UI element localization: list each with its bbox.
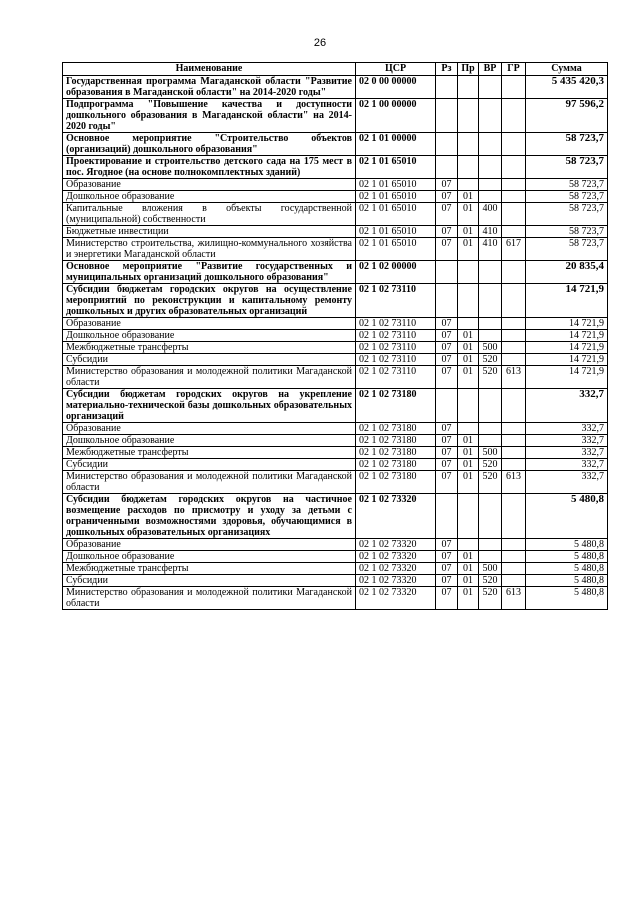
cell-gr [502, 423, 526, 435]
cell-gr [502, 99, 526, 133]
cell-gr [502, 551, 526, 563]
table-row [63, 261, 608, 284]
cell-pr: 01 [458, 366, 479, 389]
cell-sum: 332,7 [526, 423, 608, 435]
header-gr: ГР [502, 63, 526, 76]
cell-sum: 332,7 [526, 471, 608, 494]
cell-sum: 332,7 [526, 435, 608, 447]
cell-rz: 07 [436, 551, 458, 563]
cell-rz: 07 [436, 539, 458, 551]
cell-rz: 07 [436, 354, 458, 366]
cell-gr [502, 539, 526, 551]
cell-vr: 410 [479, 226, 502, 238]
cell-csr: 02 0 00 00000 [356, 76, 436, 99]
cell-rz: 07 [436, 563, 458, 575]
budget-table [62, 62, 608, 610]
cell-gr: 613 [502, 366, 526, 389]
cell-sum: 58 723,7 [526, 133, 608, 156]
table-row [63, 99, 608, 133]
cell-gr [502, 76, 526, 99]
cell-csr: 02 1 02 73110 [356, 354, 436, 366]
cell-vr: 520 [479, 354, 502, 366]
cell-gr: 613 [502, 587, 526, 610]
cell-name: Субсидии [63, 459, 356, 471]
cell-name: Подпрограмма "Повышение качества и доступности дошкольного образования в Магаданской области" на 2014-2020 годы" [63, 99, 356, 133]
cell-sum: 14 721,9 [526, 366, 608, 389]
cell-pr [458, 284, 479, 318]
cell-vr [479, 494, 502, 539]
cell-pr: 01 [458, 551, 479, 563]
cell-pr: 01 [458, 191, 479, 203]
cell-vr: 520 [479, 587, 502, 610]
cell-name: Капитальные вложения в объекты государственной (муниципальной) собственности [63, 203, 356, 226]
table-row [63, 238, 608, 261]
cell-rz [436, 284, 458, 318]
cell-rz: 07 [436, 330, 458, 342]
cell-sum: 58 723,7 [526, 238, 608, 261]
cell-rz: 07 [436, 575, 458, 587]
cell-csr: 02 1 01 65010 [356, 226, 436, 238]
cell-rz: 07 [436, 459, 458, 471]
cell-gr: 617 [502, 238, 526, 261]
table-row [63, 587, 608, 610]
cell-sum: 5 480,8 [526, 587, 608, 610]
cell-csr: 02 1 02 73320 [356, 575, 436, 587]
table-row [63, 494, 608, 539]
cell-sum: 58 723,7 [526, 203, 608, 226]
cell-name: Образование [63, 423, 356, 435]
table-header-row [63, 63, 608, 76]
cell-vr [479, 423, 502, 435]
cell-sum: 332,7 [526, 459, 608, 471]
cell-vr [479, 284, 502, 318]
cell-vr [479, 191, 502, 203]
header-name: Наименование [63, 63, 356, 76]
cell-rz [436, 156, 458, 179]
table-row [63, 133, 608, 156]
table-row [63, 330, 608, 342]
cell-name: Субсидии бюджетам городских округов на частичное возмещение расходов по присмотру и уходу за детьми с ограниченными возможностями здоровья, обучающимися в дошкольных образовательных организациях [63, 494, 356, 539]
cell-sum: 97 596,2 [526, 99, 608, 133]
table-row [63, 342, 608, 354]
cell-rz: 07 [436, 366, 458, 389]
cell-pr: 01 [458, 447, 479, 459]
cell-pr: 01 [458, 459, 479, 471]
table-body [63, 76, 608, 610]
cell-pr: 01 [458, 226, 479, 238]
cell-csr: 02 1 02 73110 [356, 330, 436, 342]
cell-sum: 58 723,7 [526, 179, 608, 191]
table-row [63, 366, 608, 389]
cell-sum: 14 721,9 [526, 284, 608, 318]
table-row [63, 284, 608, 318]
cell-sum: 5 480,8 [526, 539, 608, 551]
cell-name: Министерство образования и молодежной политики Магаданской области [63, 366, 356, 389]
cell-sum: 58 723,7 [526, 191, 608, 203]
cell-csr: 02 1 02 73180 [356, 423, 436, 435]
cell-rz [436, 133, 458, 156]
cell-vr [479, 435, 502, 447]
cell-pr: 01 [458, 435, 479, 447]
cell-csr: 02 1 02 73110 [356, 284, 436, 318]
cell-pr: 01 [458, 575, 479, 587]
cell-rz: 07 [436, 203, 458, 226]
cell-vr [479, 133, 502, 156]
cell-sum: 14 721,9 [526, 354, 608, 366]
cell-sum: 14 721,9 [526, 330, 608, 342]
table-row [63, 203, 608, 226]
cell-rz: 07 [436, 342, 458, 354]
cell-rz: 07 [436, 447, 458, 459]
cell-name: Субсидии бюджетам городских округов на осуществление мероприятий по реконструкции и капитальному ремонту дошкольных и других образовательных организаций [63, 284, 356, 318]
cell-rz [436, 389, 458, 423]
cell-csr: 02 1 01 65010 [356, 179, 436, 191]
cell-sum: 5 480,8 [526, 551, 608, 563]
cell-pr: 01 [458, 330, 479, 342]
table-row [63, 179, 608, 191]
cell-name: Межбюджетные трансферты [63, 563, 356, 575]
cell-vr [479, 389, 502, 423]
cell-rz [436, 261, 458, 284]
cell-name: Образование [63, 318, 356, 330]
cell-name: Проектирование и строительство детского сада на 175 мест в пос. Ягодное (на основе полнокомплектных зданий) [63, 156, 356, 179]
cell-gr [502, 191, 526, 203]
cell-name: Субсидии [63, 354, 356, 366]
cell-pr: 01 [458, 587, 479, 610]
cell-name: Основное мероприятие "Строительство объектов (организаций) дошкольного образования" [63, 133, 356, 156]
cell-name: Бюджетные инвестиции [63, 226, 356, 238]
cell-gr [502, 318, 526, 330]
cell-gr [502, 342, 526, 354]
table-row [63, 563, 608, 575]
cell-gr [502, 226, 526, 238]
cell-name: Министерство строительства, жилищно-коммунального хозяйства и энергетики Магаданской области [63, 238, 356, 261]
cell-rz: 07 [436, 226, 458, 238]
cell-name: Образование [63, 179, 356, 191]
table-row [63, 539, 608, 551]
cell-rz: 07 [436, 423, 458, 435]
cell-gr [502, 459, 526, 471]
cell-rz [436, 494, 458, 539]
cell-name: Межбюджетные трансферты [63, 342, 356, 354]
cell-rz: 07 [436, 191, 458, 203]
cell-gr [502, 284, 526, 318]
cell-csr: 02 1 02 73180 [356, 471, 436, 494]
cell-rz: 07 [436, 318, 458, 330]
cell-sum: 5 480,8 [526, 563, 608, 575]
cell-name: Дошкольное образование [63, 330, 356, 342]
header-rz: Рз [436, 63, 458, 76]
cell-pr: 01 [458, 471, 479, 494]
table-row [63, 447, 608, 459]
cell-name: Межбюджетные трансферты [63, 447, 356, 459]
cell-sum: 14 721,9 [526, 318, 608, 330]
cell-csr: 02 1 02 00000 [356, 261, 436, 284]
cell-name: Основное мероприятие "Развитие государственных и муниципальных организаций дошкольного образования" [63, 261, 356, 284]
cell-csr: 02 1 00 00000 [356, 99, 436, 133]
cell-vr [479, 318, 502, 330]
cell-csr: 02 1 02 73320 [356, 587, 436, 610]
table-row [63, 575, 608, 587]
cell-name: Дошкольное образование [63, 191, 356, 203]
cell-pr: 01 [458, 563, 479, 575]
cell-pr [458, 389, 479, 423]
cell-sum: 5 480,8 [526, 494, 608, 539]
cell-pr [458, 156, 479, 179]
cell-gr [502, 435, 526, 447]
cell-gr [502, 575, 526, 587]
cell-csr: 02 1 02 73110 [356, 342, 436, 354]
cell-csr: 02 1 01 65010 [356, 203, 436, 226]
cell-pr [458, 133, 479, 156]
cell-vr: 520 [479, 471, 502, 494]
cell-csr: 02 1 02 73320 [356, 494, 436, 539]
cell-vr: 520 [479, 459, 502, 471]
cell-csr: 02 1 02 73180 [356, 389, 436, 423]
cell-vr [479, 261, 502, 284]
cell-csr: 02 1 01 65010 [356, 156, 436, 179]
cell-vr [479, 539, 502, 551]
cell-csr: 02 1 01 65010 [356, 238, 436, 261]
header-pr: Пр [458, 63, 479, 76]
cell-gr [502, 133, 526, 156]
cell-gr: 613 [502, 471, 526, 494]
cell-csr: 02 1 02 73110 [356, 366, 436, 389]
cell-pr [458, 539, 479, 551]
cell-pr [458, 179, 479, 191]
cell-vr: 500 [479, 342, 502, 354]
cell-csr: 02 1 02 73180 [356, 459, 436, 471]
cell-sum: 14 721,9 [526, 342, 608, 354]
cell-csr: 02 1 02 73320 [356, 551, 436, 563]
cell-rz: 07 [436, 179, 458, 191]
cell-vr [479, 156, 502, 179]
header-sum: Сумма [526, 63, 608, 76]
cell-pr [458, 261, 479, 284]
cell-gr [502, 494, 526, 539]
cell-gr [502, 261, 526, 284]
cell-csr: 02 1 02 73180 [356, 435, 436, 447]
cell-pr: 01 [458, 354, 479, 366]
table-row [63, 389, 608, 423]
cell-vr: 500 [479, 447, 502, 459]
cell-rz: 07 [436, 238, 458, 261]
table-row [63, 423, 608, 435]
table-row [63, 318, 608, 330]
table-row [63, 354, 608, 366]
table-row [63, 76, 608, 99]
table-row [63, 191, 608, 203]
cell-rz [436, 76, 458, 99]
cell-csr: 02 1 02 73320 [356, 539, 436, 551]
cell-csr: 02 1 02 73180 [356, 447, 436, 459]
cell-csr: 02 1 02 73110 [356, 318, 436, 330]
cell-vr: 410 [479, 238, 502, 261]
cell-vr: 400 [479, 203, 502, 226]
header-vr: ВР [479, 63, 502, 76]
cell-gr [502, 354, 526, 366]
cell-pr: 01 [458, 203, 479, 226]
table-row [63, 471, 608, 494]
cell-sum: 58 723,7 [526, 156, 608, 179]
table-row [63, 551, 608, 563]
cell-name: Министерство образования и молодежной политики Магаданской области [63, 587, 356, 610]
cell-rz [436, 99, 458, 133]
cell-name: Государственная программа Магаданской области "Развитие образования в Магаданской области" на 2014-2020 годы" [63, 76, 356, 99]
cell-sum: 5 435 420,3 [526, 76, 608, 99]
cell-sum: 20 835,4 [526, 261, 608, 284]
cell-csr: 02 1 02 73320 [356, 563, 436, 575]
cell-pr [458, 318, 479, 330]
cell-gr [502, 203, 526, 226]
cell-vr [479, 76, 502, 99]
cell-name: Субсидии бюджетам городских округов на укрепление материально-технической базы дошкольных образовательных организаций [63, 389, 356, 423]
cell-vr [479, 551, 502, 563]
cell-pr [458, 76, 479, 99]
table-row [63, 435, 608, 447]
cell-gr [502, 179, 526, 191]
cell-gr [502, 563, 526, 575]
cell-vr: 500 [479, 563, 502, 575]
cell-rz: 07 [436, 471, 458, 494]
cell-name: Министерство образования и молодежной политики Магаданской области [63, 471, 356, 494]
cell-sum: 332,7 [526, 389, 608, 423]
cell-csr: 02 1 01 65010 [356, 191, 436, 203]
cell-rz: 07 [436, 435, 458, 447]
cell-name: Дошкольное образование [63, 551, 356, 563]
header-csr: ЦСР [356, 63, 436, 76]
cell-vr: 520 [479, 575, 502, 587]
cell-csr: 02 1 01 00000 [356, 133, 436, 156]
cell-gr [502, 156, 526, 179]
cell-name: Субсидии [63, 575, 356, 587]
cell-pr [458, 494, 479, 539]
cell-name: Дошкольное образование [63, 435, 356, 447]
cell-vr [479, 330, 502, 342]
table-row [63, 459, 608, 471]
page-number: 26 [313, 37, 327, 49]
cell-gr [502, 389, 526, 423]
cell-gr [502, 330, 526, 342]
cell-rz: 07 [436, 587, 458, 610]
cell-pr: 01 [458, 238, 479, 261]
table-row [63, 226, 608, 238]
cell-name: Образование [63, 539, 356, 551]
cell-pr [458, 423, 479, 435]
cell-sum: 58 723,7 [526, 226, 608, 238]
cell-pr [458, 99, 479, 133]
cell-pr: 01 [458, 342, 479, 354]
cell-gr [502, 447, 526, 459]
cell-sum: 332,7 [526, 447, 608, 459]
table-row [63, 156, 608, 179]
cell-vr [479, 179, 502, 191]
cell-vr: 520 [479, 366, 502, 389]
cell-vr [479, 99, 502, 133]
cell-sum: 5 480,8 [526, 575, 608, 587]
